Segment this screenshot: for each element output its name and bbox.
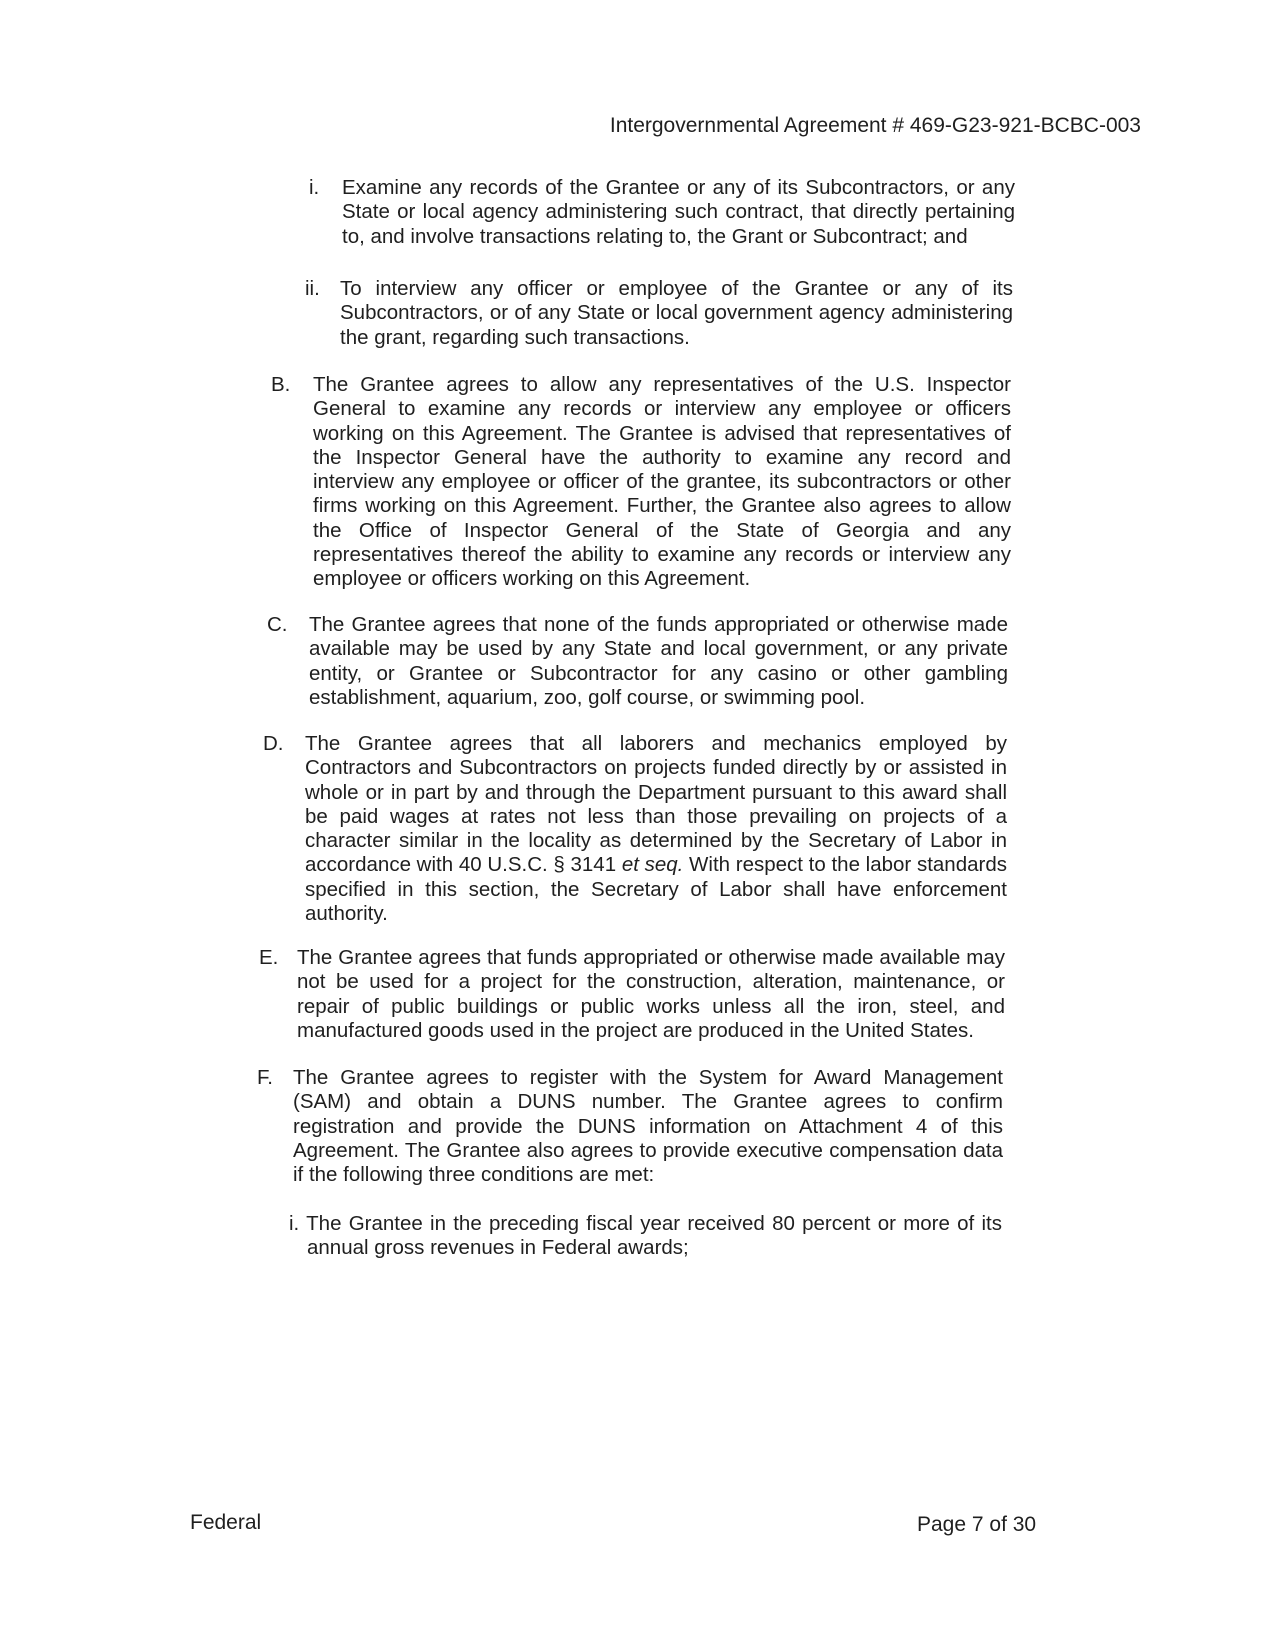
page-number: Page 7 of 30 [917,1513,1037,1536]
clause-e-buy-american [259,946,1005,1043]
clause-marker: E. [259,946,279,969]
clause-text: The Grantee agrees to allow any representatives of the U.S. Inspector General to examine any records or interview any employee or officers working on this Agreement. The Grantee is advised that representatives of the Inspector General have the authority to examine any record and interview any employee or officer of the grantee, its subcontractors or other firms working on this Agreement. Further, the Grantee also agrees to allow the Office of Inspector General of the State of Georgia and any representatives thereof the ability to examine any records or interview any employee or officers working on this Agreement. [313,373,1011,591]
clause-marker: i. [309,176,320,199]
clause-marker: D. [263,732,284,755]
clause-f-i-revenue-condition [289,1212,1003,1261]
page-header-agreement-ref: Intergovernmental Agreement # 469-G23-921-BCBC-003 [609,114,1141,137]
clause-c-funds-restriction [267,613,1008,710]
clause-text-part: With respect to the labor standards specified in this section, the Secretary of Labor shall have enforcement authority. [305,853,1007,926]
clause-text [305,732,1007,925]
footer-label: Federal [190,1511,262,1534]
clause-d-prevailing-wages [263,732,1007,926]
clause-text: The Grantee agrees that funds appropriated or otherwise made available may not be used for a project for the construction, alteration, maintenance, or repair of public buildings or public works unless all the iron, steel, and manufactured goods used in the project are produced in the United States. [297,946,1005,1042]
clause-i-examine-records [309,176,1015,249]
clause-text: The Grantee agrees to register with the System for Award Management (SAM) and obtain a DUNS number. The Grantee agrees to confirm registration and provide the DUNS information on Attachment 4 of this Agreement. The Grantee also agrees to provide executive compensation data if the following three conditions are met: [293,1066,1003,1187]
clause-marker: i. [289,1212,300,1235]
clause-text: The Grantee in the preceding fiscal year received 80 percent or more of its annual gross revenues in Federal awards; [306,1212,1003,1260]
clause-f-sam-registration [257,1066,1003,1187]
clause-text: To interview any officer or employee of the Grantee or any of its Subcontractors, or of any State or local government agency administering the grant, regarding such transactions. [340,277,1013,349]
clause-b-inspector-general [271,373,1011,592]
clause-text: Examine any records of the Grantee or any of its Subcontractors, or any State or local agency administering such contract, that directly pertaining to, and involve transactions relating to, the Grant or Subcontract; and [342,176,1015,248]
clause-text-italic: et seq. [621,853,684,877]
clause-text-part: The Grantee agrees that all laborers and mechanics employed by Contractors and Subcontractors on projects funded directly by or assisted in whole or in part by and through the Department pursuant to this award shall be paid wages at rates not less than those prevailing on projects of a character similar in the locality as determined by the Secretary of Labor in accordance with 40 U.S.C. § 3141 [305,732,1007,877]
clause-marker: F. [257,1066,273,1089]
clause-ii-interview [305,277,1013,350]
clause-marker: C. [267,613,288,636]
clause-text: The Grantee agrees that none of the funds appropriated or otherwise made available may be used by any State and local government, or any private entity, or Grantee or Subcontractor for any casino or other gambling establishment, aquarium, zoo, golf course, or swimming pool. [309,613,1008,709]
clause-marker: B. [271,373,291,396]
clause-marker: ii. [305,277,320,300]
